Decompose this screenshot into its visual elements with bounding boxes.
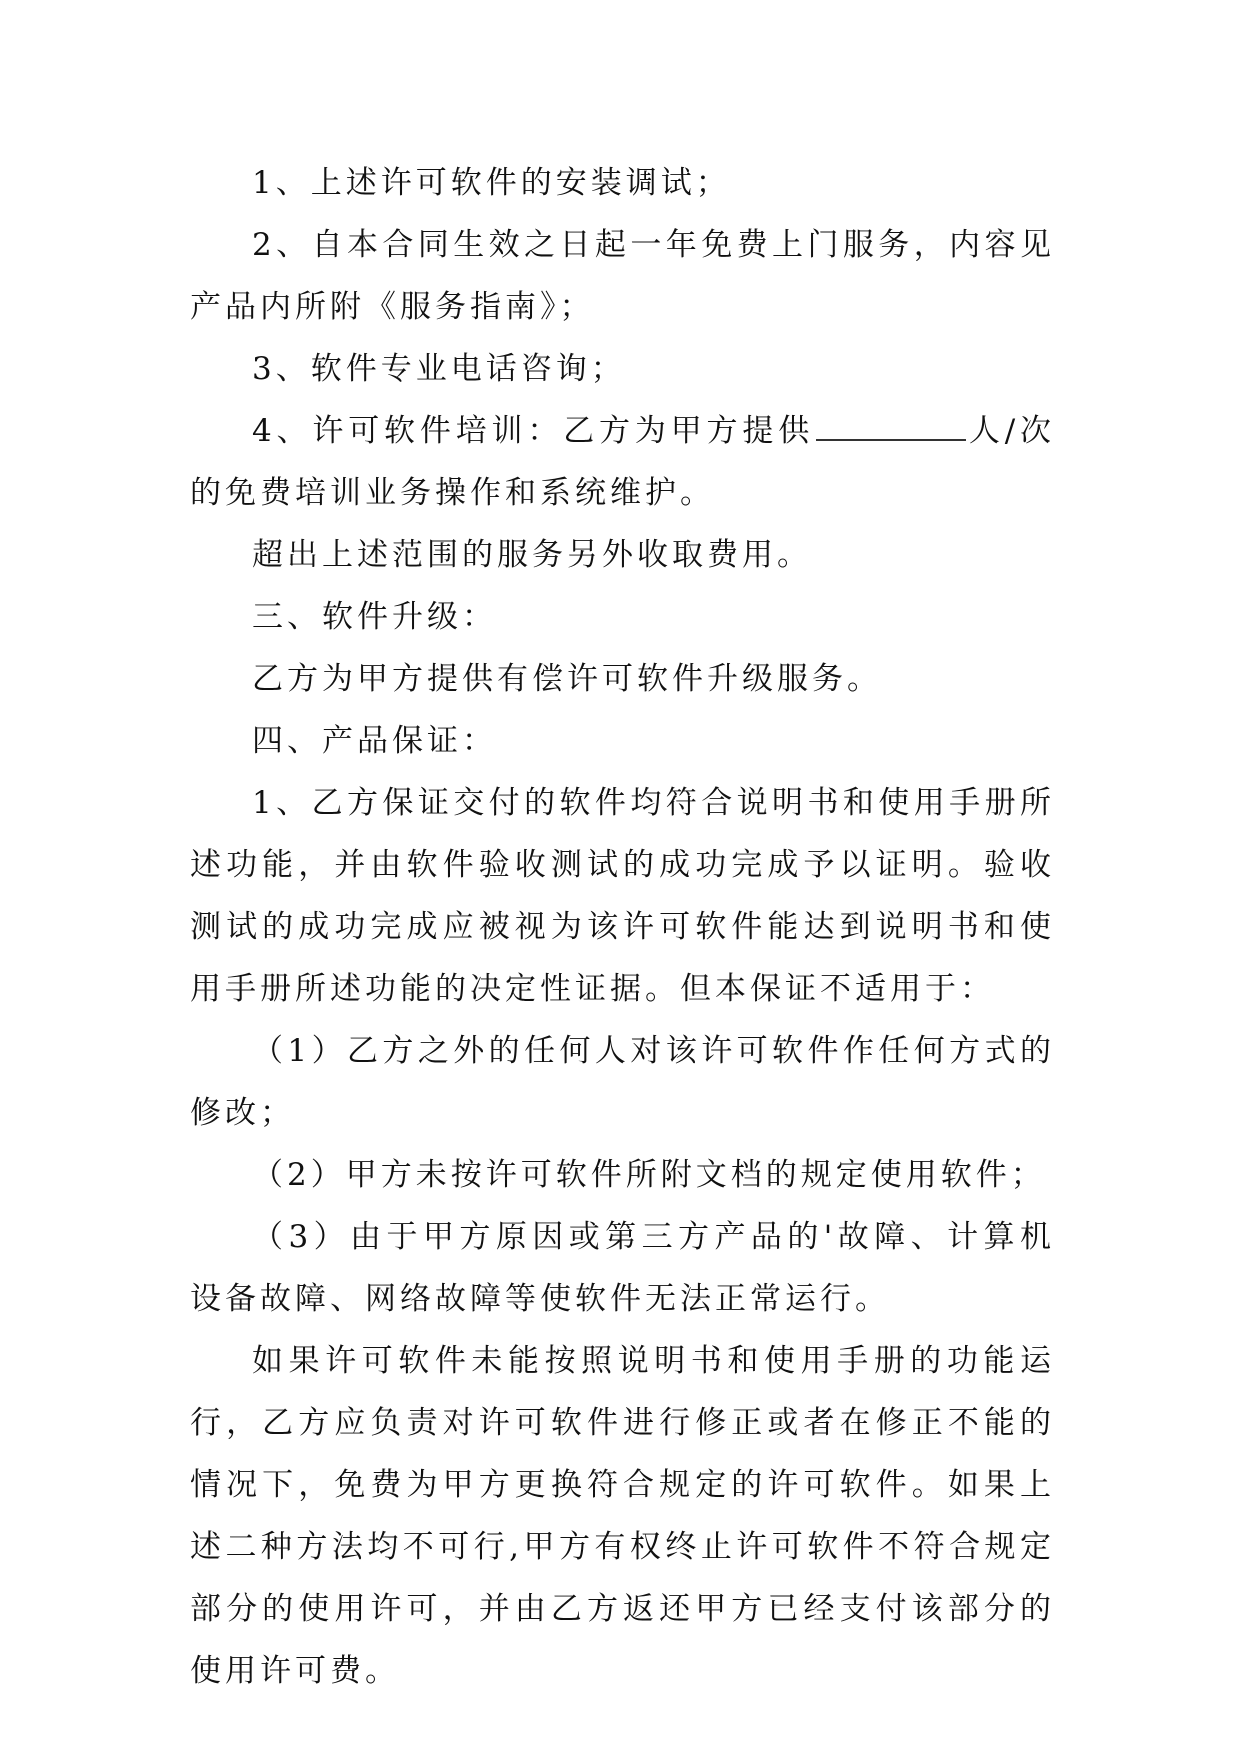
extra-fee-note: 超出上述范围的服务另外收取费用。 <box>252 537 812 573</box>
service-item-4-text-before: 4、许可软件培训：乙方为甲方提供 <box>252 413 815 449</box>
remedy-clause: 如果许可软件未能按照说明书和使用手册的功能运行，乙方应负责对许可软件进行修正或者在修正不能的情况下，免费为甲方更换符合规定的许可软件。如果上述二种方法均不可行,甲方有权终止许可软件不符合规定部分的使用许可，并由乙方返还甲方已经支付该部分的使用许可费。 <box>190 1343 1055 1689</box>
exclusion-1: （1）乙方之外的任何人对该许可软件作任何方式的修改； <box>190 1033 1055 1131</box>
service-item-3: 3、软件专业电话咨询； <box>252 351 626 387</box>
service-item-4 <box>190 400 1055 524</box>
section-heading-warranty: 四、产品保证： <box>252 723 497 759</box>
exclusion-3: （3）由于甲方原因或第三方产品的'故障、计算机设备故障、网络故障等使软件无法正常运行。 <box>190 1219 1055 1317</box>
section-heading-upgrade: 三、软件升级： <box>252 599 497 635</box>
fill-in-blank <box>816 409 966 441</box>
service-item-1: 1、上述许可软件的安装调试； <box>252 165 731 201</box>
document-body <box>190 152 1055 1702</box>
service-item-4-text-after: 人/次的免费培训业务操作和系统维护。 <box>190 413 1055 511</box>
exclusion-2: （2）甲方未按许可软件所附文档的规定使用软件； <box>252 1157 1046 1193</box>
warranty-clause-1: 1、乙方保证交付的软件均符合说明书和使用手册所述功能，并由软件验收测试的成功完成予以证明。验收测试的成功完成应被视为该许可软件能达到说明书和使用手册所述功能的决定性证据。但本保证不适用于： <box>190 785 1055 1007</box>
upgrade-text: 乙方为甲方提供有偿许可软件升级服务。 <box>252 661 882 697</box>
service-item-2: 2、自本合同生效之日起一年免费上门服务，内容见产品内所附《服务指南》； <box>190 227 1055 325</box>
